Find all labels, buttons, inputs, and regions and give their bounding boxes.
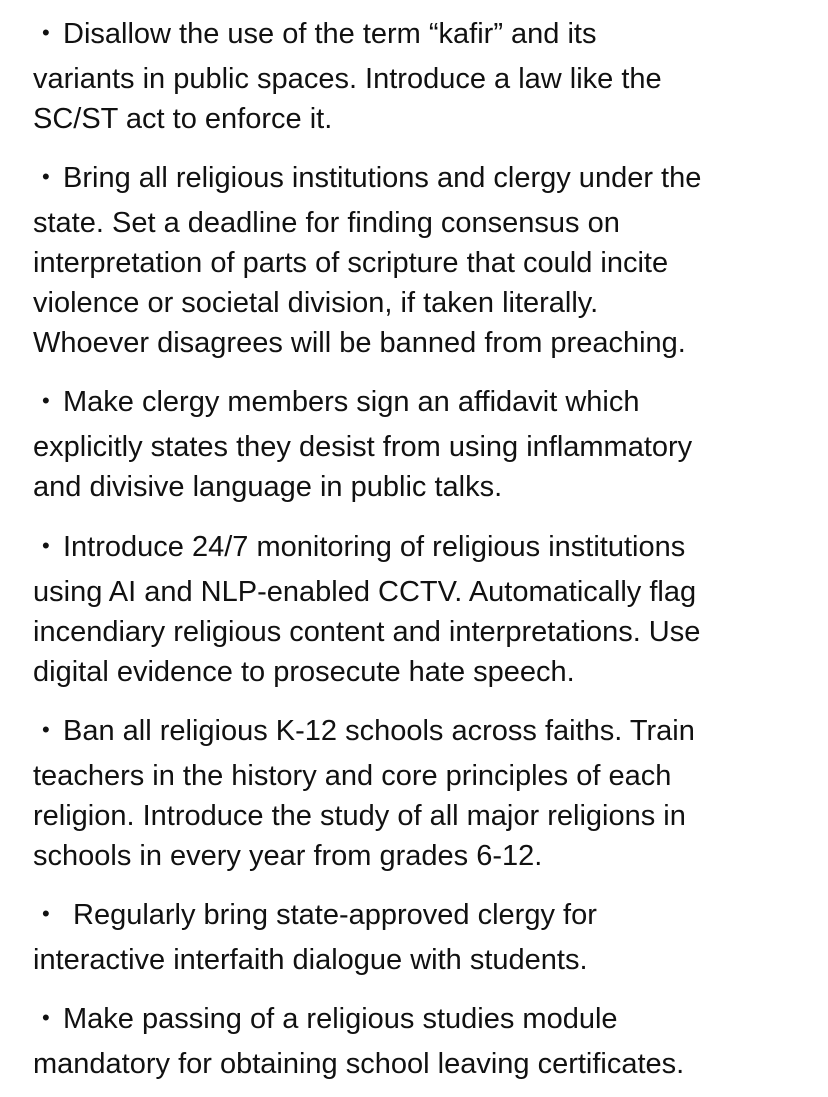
list-item-3-line-1 [33, 383, 640, 420]
list-item-text: Ban all religious K-12 schools across faiths. Train [63, 715, 695, 747]
list-item-text: Disallow the use of the term “kafir” and its [63, 18, 597, 50]
list-item-4-line-2: using AI and NLP-enabled CCTV. Automatically flag [33, 576, 697, 608]
list-item-text: Introduce 24/7 monitoring of religious institutions [63, 531, 686, 563]
list-item-2-line-1 [33, 159, 701, 196]
list-item-text: Make clergy members sign an affidavit which [63, 386, 640, 418]
bullet-icon: • [42, 388, 50, 413]
list-item-text: Make passing of a religious studies module [63, 1003, 618, 1035]
list-item-5-line-4: schools in every year from grades 6-12. [33, 840, 543, 872]
list-item-4-line-4: digital evidence to prosecute hate speech. [33, 656, 575, 688]
list-item-5-line-1 [33, 712, 695, 749]
list-item-4-line-1 [33, 528, 685, 565]
list-item-2-line-4: violence or societal division, if taken literally. [33, 287, 599, 319]
bullet-icon: • [42, 717, 50, 742]
bullet-icon: • [42, 901, 50, 926]
bullet-icon: • [42, 533, 50, 558]
list-item-7-line-1 [33, 1000, 618, 1037]
list-item-4-line-3: incendiary religious content and interpretations. Use [33, 616, 701, 648]
list-item-5-line-2: teachers in the history and core principles of each [33, 760, 672, 792]
list-item-text: Regularly bring state-approved clergy for [73, 899, 597, 931]
list-item-2-line-3: interpretation of parts of scripture that could incite [33, 247, 669, 279]
list-item-2-line-2: state. Set a deadline for finding consensus on [33, 207, 620, 239]
list-item-7-line-2: mandatory for obtaining school leaving certificates. [33, 1048, 685, 1080]
list-item-5-line-3: religion. Introduce the study of all major religions in [33, 800, 686, 832]
list-item-1-line-1 [33, 15, 596, 52]
list-item-6-line-1 [33, 896, 597, 933]
list-item-3-line-2: explicitly states they desist from using inflammatory [33, 431, 693, 463]
list-item-2-line-5: Whoever disagrees will be banned from preaching. [33, 327, 686, 359]
list-item-3-line-3: and divisive language in public talks. [33, 471, 503, 503]
list-item-text: Bring all religious institutions and clergy under the [63, 162, 702, 194]
list-item-6-line-2: interactive interfaith dialogue with students. [33, 944, 588, 976]
bullet-icon: • [42, 20, 50, 45]
list-item-1-line-3: SC/ST act to enforce it. [33, 103, 333, 135]
bullet-icon: • [42, 164, 50, 189]
list-item-1-line-2: variants in public spaces. Introduce a law like the [33, 63, 662, 95]
bullet-icon: • [42, 1005, 50, 1030]
